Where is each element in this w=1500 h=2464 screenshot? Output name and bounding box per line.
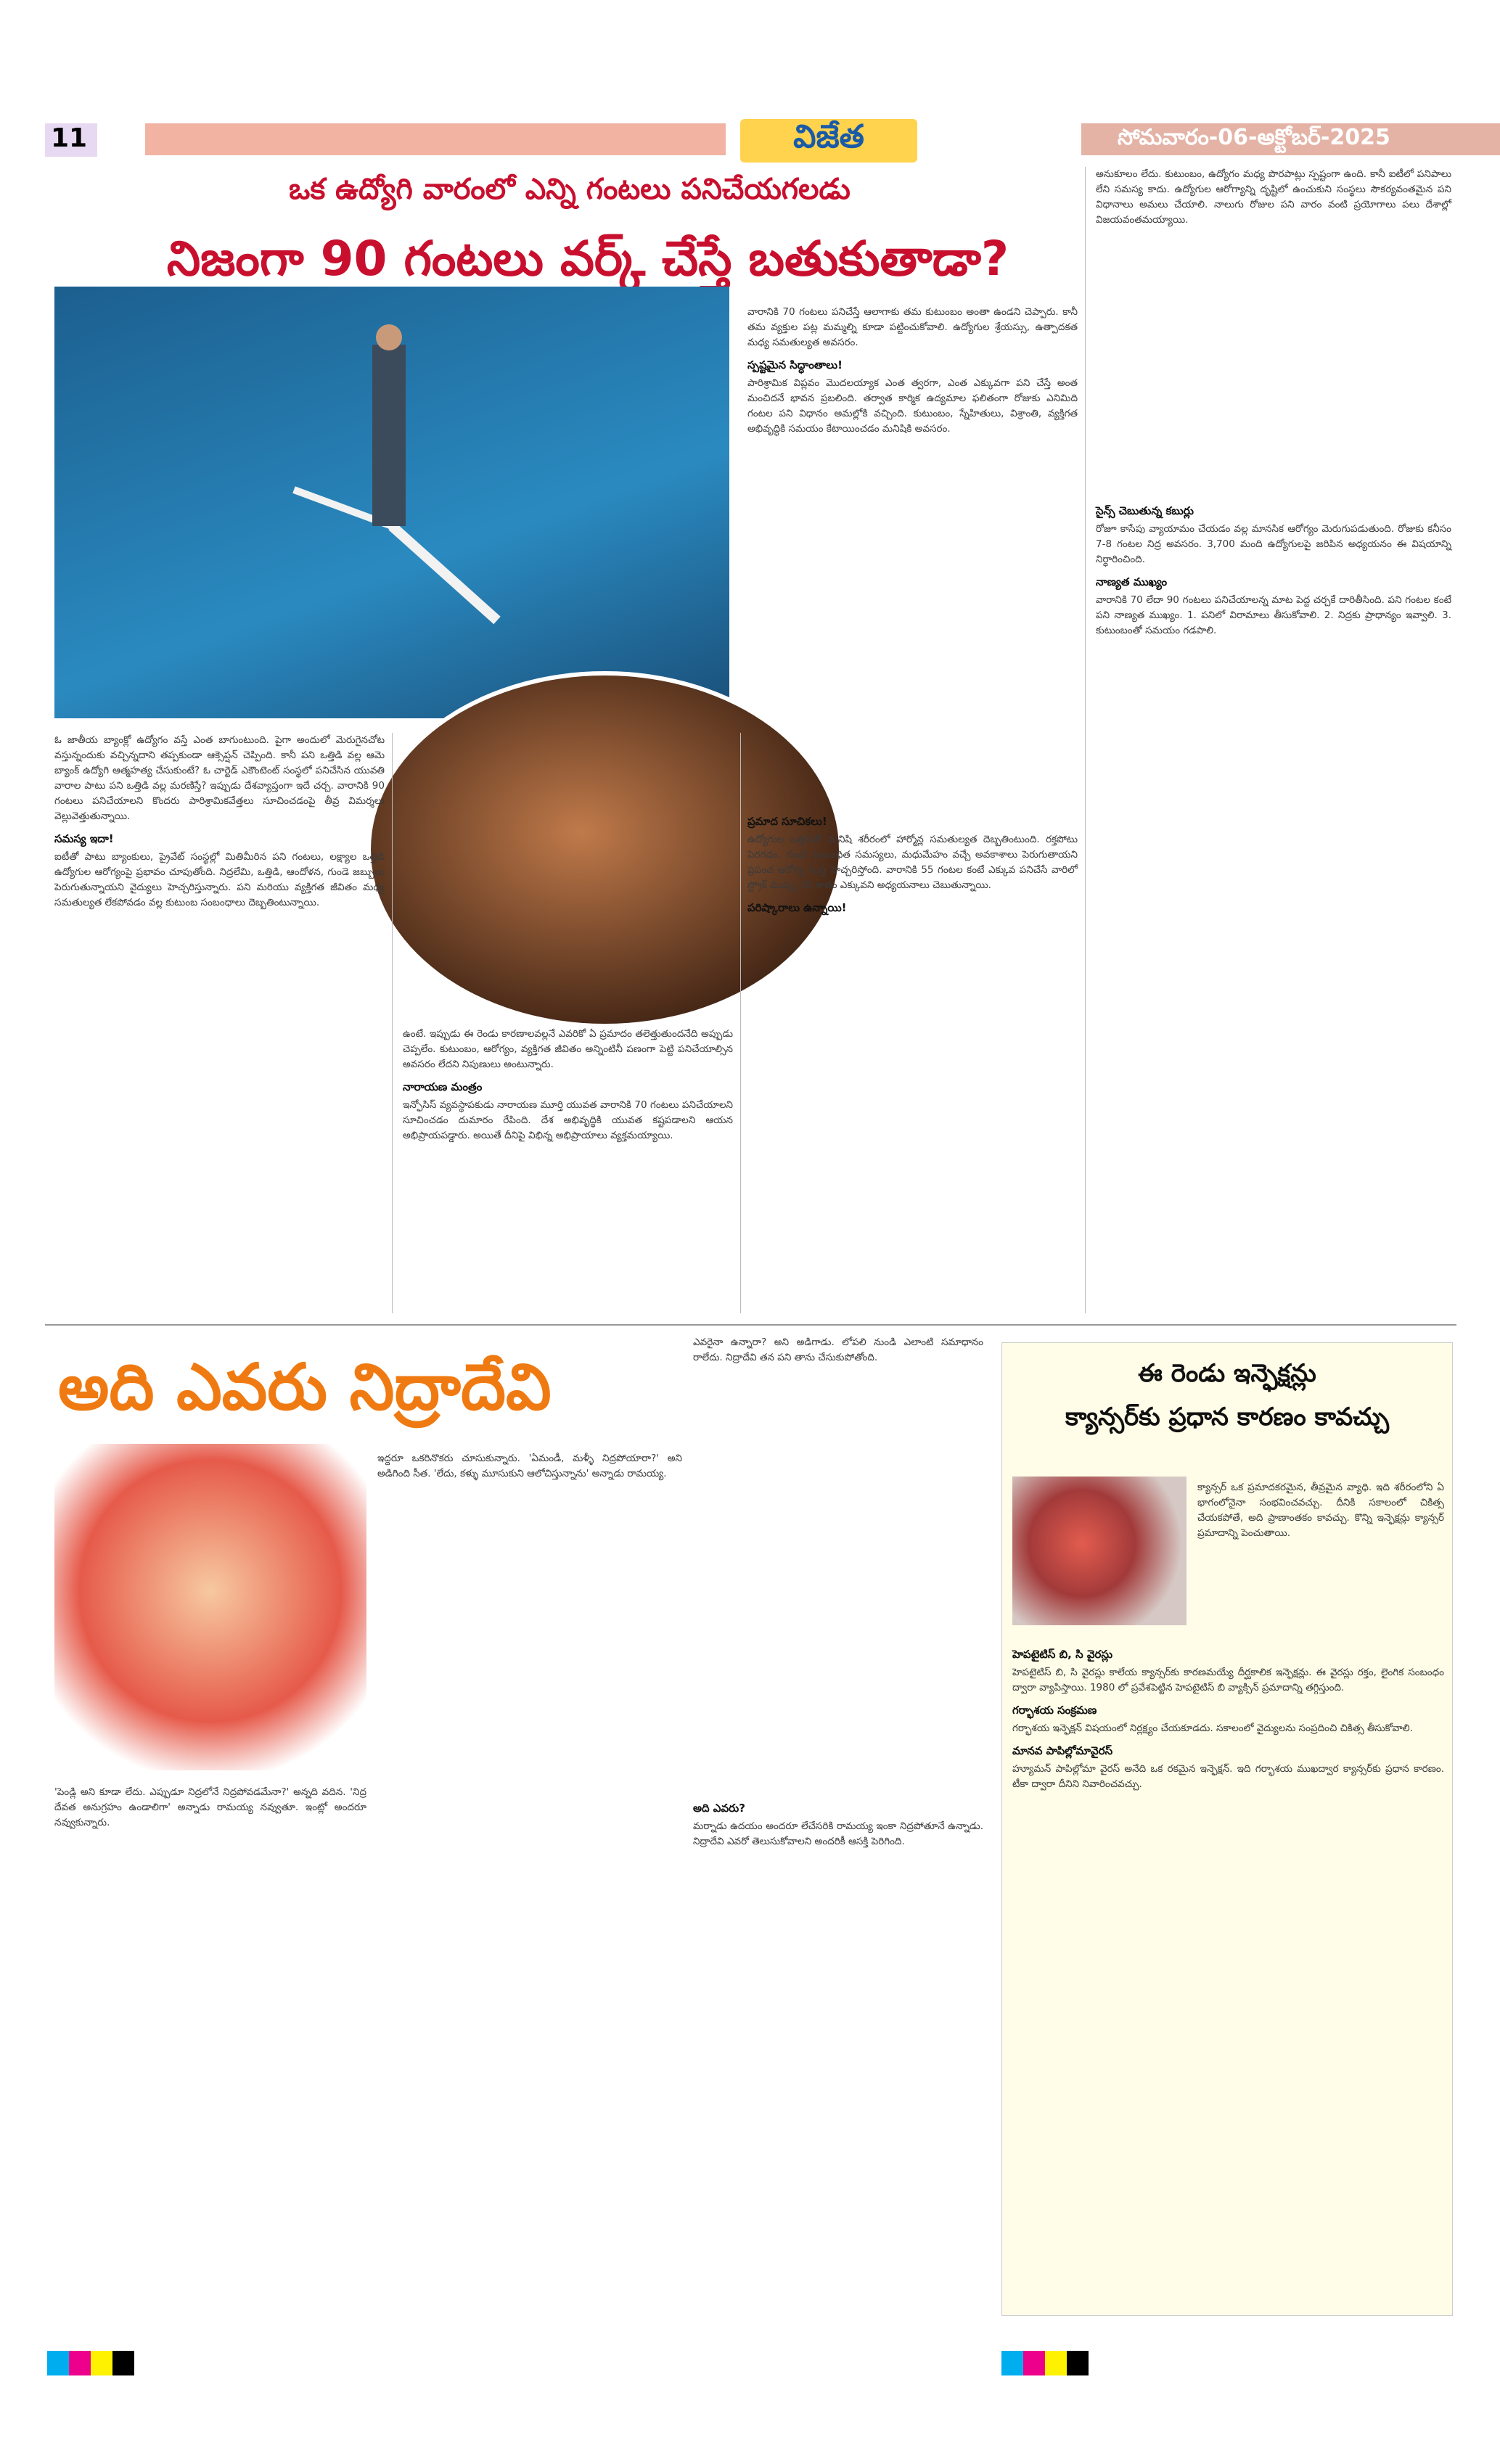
story-illustration (54, 1444, 366, 1770)
article2-subhead-1: అది ఎవరు? (693, 1802, 745, 1815)
health-subhead-2: గర్భాశయ సంక్రమణ (1012, 1704, 1097, 1717)
article1-subhead-6: సైన్స్ చెబుతున్న కబుర్లు (1096, 504, 1194, 517)
article1-subhead-4: ప్రమాద సూచికలు! (747, 815, 827, 828)
color-bar-cyan (47, 2351, 69, 2375)
article1-column-2 (403, 1027, 733, 1148)
clock-hand-minute (392, 526, 497, 620)
health-subhead-1: హెపటైటిస్ బి, సి వైరస్లు (1012, 1648, 1113, 1661)
color-bar-cyan (1001, 2351, 1023, 2375)
header-bar-left (145, 123, 726, 155)
health-p2: గర్భాశయ ఇన్ఫెక్షన్ విషయంలో నిర్లక్ష్యం చేయకూడదు. సకాలంలో వైద్యులను సంప్రదించి చికిత్స తీసుకోవాలి. (1012, 1722, 1413, 1734)
article2-column-1 (54, 1785, 366, 1835)
article1-col3b-text: పారిశ్రామిక విప్లవం మొదలయ్యాక ఎంత త్వరగా, ఎంత ఎక్కువగా పని చేస్తే అంత మంచిదనే భావన ప్రబలింది. తర్వాత కార్మిక ఉద్యమాల ఫలితంగా రోజుకు ఎనిమిది గంటల పని విధానం అమల్లోకి వచ్చింది. కుటుంబం, స్నేహితులు, విశ్రాంతి, వ్యక్తిగత అభివృద్ధికి సమయం కేటాయించడం మనిషికి అవసరం. (747, 377, 1078, 435)
health-intro (1197, 1480, 1444, 1545)
article1-column-4 (1096, 167, 1451, 643)
issue-date: సోమవారం-06-అక్టోబర్-2025 (1118, 125, 1390, 150)
article1-column-3 (747, 305, 1078, 919)
man-head (376, 324, 402, 350)
article1-subhead-1: సమస్య ఇదా! (54, 832, 114, 845)
color-bar-black (1067, 2351, 1089, 2375)
article1-col4c-text: వారానికి 70 లేదా 90 గంటలు పనిచేయాలన్న మాట పెద్ద చర్చకే దారితీసింది. పని గంటల కంటే పని నాణ్యత ముఖ్యం. 1. పనిలో విరామాలు తీసుకోవాలి. 2. నిద్రకు ప్రాధాన్యం ఇవ్వాలి. 3. కుటుంబంతో సమయం గడపాలి. (1096, 594, 1451, 636)
clock-man-photo (54, 287, 729, 718)
man-figure (372, 345, 406, 526)
section-divider (45, 1324, 1456, 1326)
column-divider (740, 733, 741, 1313)
health-headline-2: క్యాన్సర్‌కు ప్రధాన కారణం కావచ్చు (1065, 1403, 1390, 1432)
article-kicker: ఒక ఉద్యోగి వారంలో ఎన్ని గంటలు పనిచేయగలడు (289, 173, 851, 206)
clock-illustration (54, 287, 729, 718)
article2-col3-text: ఎవరైనా ఉన్నారా? అని అడిగాడు. లోపలి నుండి ఎలాంటి సమాధానం రాలేదు. నిద్రాదేవి తన పని తాను చేసుకుపోతోంది. (693, 1336, 983, 1363)
article-headline: నిజంగా 90 గంటలు వర్క్ చేస్తే బతుకుతాడా? (166, 231, 1009, 287)
column-divider (392, 733, 393, 1313)
health-intro-text: క్యాన్సర్ ఒక ప్రమాదకరమైన, తీవ్రమైన వ్యాధి. ఇది శరీరంలోని ఏ భాగంలోనైనా సంభవించవచ్చు. దీనికి సకాలంలో చికిత్స చేయకపోతే, అది ప్రాణాంతకం కావచ్చు. కొన్ని ఇన్ఫెక్షన్లు క్యాన్సర్ ప్రమాదాన్ని పెంచుతాయి. (1197, 1482, 1444, 1539)
article1-column-1 (54, 733, 385, 915)
article2-headline: అది ఎవరు నిద్రాదేవి (58, 1350, 552, 1424)
article1-col2-text: ఉంటే. ఇప్పుడు ఈ రెండు కారణాలవల్లనే ఎవరికో ఏ ప్రమాదం తలెత్తుతుందనేది అప్పుడు చెప్పలేం. కుటుంబం, ఆరోగ్యం, వ్యక్తిగత జీవితం అన్నింటినీ పణంగా పెట్టి పనిచేయాల్సిన అవసరం లేదని నిపుణులు అంటున్నారు. (403, 1028, 733, 1070)
page-number: 11 (51, 123, 88, 153)
article1-col3-text: వారానికి 70 గంటలు పనిచేస్తే ఆలాగాకు తమ కుటుంబం అంతా ఉండని చెప్పారు. కానీ తమ వ్యక్తుల పట్ల మమ్మల్ని కూడా పట్టించుకోవాలి. ఉద్యోగుల శ్రేయస్సు, ఉత్పాదకత మధ్య సమతుల్యత అవసరం. (747, 306, 1078, 348)
health-subhead-3: మానవ పాపిల్లోమావైరస్ (1012, 1744, 1113, 1757)
health-body (1012, 1640, 1444, 1796)
article1-subhead-7: నాణ్యత ముఖ్యం (1096, 575, 1168, 588)
article2-col1-text: 'పెండ్లి అని కూడా లేదు. ఎప్పుడూ నిద్రలోనే నిద్రపోవడమేనా?' అన్నది వదిన. 'నిద్ర దేవత అనుగ్రహం ఉండాలిగా' అన్నాడు రామయ్య నవ్వుతూ. ఇంట్లో అందరూ నవ్వుకున్నారు. (54, 1786, 366, 1828)
article1-col4b-text: రోజూ కాసేపు వ్యాయామం చేయడం వల్ల మానసిక ఆరోగ్యం మెరుగుపడుతుంది. రోజుకు కనీసం 7-8 గంటల నిద్ర అవసరం. 3,700 మంది ఉద్యోగులపై జరిపిన అధ్యయనం ఈ విషయాన్ని నిర్ధారించింది. (1096, 523, 1451, 565)
article1-col2b-text: ఇన్ఫోసిస్ వ్యవస్థాపకుడు నారాయణ మూర్తి యువత వారానికి 70 గంటలు పనిచేయాలని సూచించడం దుమారం రేపింది. దేశ అభివృద్ధికి యువత కష్టపడాలని ఆయన అభిప్రాయపడ్డారు. అయితే దీనిపై విభిన్న అభిప్రాయాలు వ్యక్తమయ్యాయి. (403, 1099, 733, 1141)
article2-col2-text: ఇద్దరూ ఒకరినొకరు చూసుకున్నారు. 'ఏమండీ, మళ్ళీ నిద్రపోయారా?' అని అడిగింది సీత. 'లేదు, కళ్ళు మూసుకుని ఆలోచిస్తున్నాను' అన్నాడు రామయ్య. (377, 1453, 682, 1479)
article2-column-2 (377, 1451, 682, 1486)
color-bar-magenta (1023, 2351, 1045, 2375)
article1-col4-text: అనుకూలం లేదు. కుటుంబం, ఉద్యోగం మధ్య పొరపాట్లు స్పష్టంగా ఉంది. కానీ ఐటీలో పనిపాలు లేని సమస్య కాదు. ఉద్యోగుల ఆరోగ్యాన్ని దృష్టిలో ఉంచుకుని సంస్థలు సౌకర్యవంతమైన పని విధానాలు అమలు చేయాలి. నాలుగు రోజుల పని వారం వంటి ప్రయోగాలు పలు దేశాల్లో విజయవంతమయ్యాయి. (1096, 168, 1451, 226)
article1-col1-text: ఓ జాతీయ బ్యాంక్లో ఉద్యోగం వస్తే ఎంత బాగుంటుంది. పైగా అందులో మెరుగైనచోట వస్తున్నందుకు వచ్చిన్నదాని తప్పకుండా ఆక్సెప్షన్ చెప్పింది. కానీ పని ఒత్తిడి వల్ల ఆమె బ్యాంక్ ఉద్యోగి ఆత్మహత్య చేసుకుంటే? ఓ చార్టెడ్ ఎకౌంటెంట్ సంస్థలో పనిచేసిన యువతి వారాల పాటు పని ఒత్తిడి వల్ల మరణిస్తే? ఇప్పుడు దేశవ్యాప్తంగా ఇదే చర్చ. వారానికి 90 గంటలు పనిచేయాలని కొందరు పారిశ్రామికవేత్తలు సూచించడంపై తీవ్ర విమర్శలు వెల్లువెత్తుతున్నాయి. (54, 734, 385, 822)
article2-col3b-text: మర్నాడు ఉదయం అందరూ లేచేసరికి రామయ్య ఇంకా నిద్రపోతూనే ఉన్నాడు. నిద్రాదేవి ఎవరో తెలుసుకోవాలని అందరికీ ఆసక్తి పెరిగింది. (693, 1820, 983, 1847)
article1-subhead-3: స్పష్టమైన సిద్ధాంతాలు! (747, 358, 843, 371)
article1-col3c-text: ఉద్యోగుల ఒత్తిడితో మనిషి శరీరంలో హార్మోన్ల సమతుల్యత దెబ్బతింటుంది. రక్తపోటు పెరగడం, గుండె సంబంధిత సమస్యలు, మధుమేహం వచ్చే అవకాశాలు పెరుగుతాయని ప్రపంచ ఆరోగ్య సంస్థ హెచ్చరిస్తోంది. వారానికి 55 గంటల కంటే ఎక్కువ పనిచేసే వారిలో స్ట్రోక్ ముప్పు 35 శాతం ఎక్కువని అధ్యయనాలు చెబుతున్నాయి. (747, 834, 1078, 891)
masthead-logo: విజేత (740, 119, 917, 163)
article2-column-3 (693, 1335, 983, 1854)
virus-photo (1012, 1477, 1187, 1625)
health-headline-1: ఈ రెండు ఇన్ఫెక్షన్లు (1138, 1359, 1316, 1388)
color-bar-magenta (69, 2351, 91, 2375)
color-bar-black (112, 2351, 134, 2375)
column-divider (1085, 167, 1086, 1313)
article1-subhead-2: నారాయణ మంత్రం (403, 1080, 483, 1093)
color-bar-yellow (91, 2351, 112, 2375)
article1-col1b-text: ఐటీతో పాటు బ్యాంకులు, ప్రైవేట్ సంస్థల్లో మితిమీరిన పని గంటలు, లక్ష్యాల ఒత్తిడి ఉద్యోగుల ఆరోగ్యంపై ప్రభావం చూపుతోంది. నిద్రలేమి, ఒత్తిడి, ఆందోళన, గుండె జబ్బులు పెరుగుతున్నాయని వైద్యులు హెచ్చరిస్తున్నారు. పని మరియు వ్యక్తిగత జీవితం మధ్య సమతుల్యత లేకపోవడం వల్ల కుటుంబ సంబంధాలు దెబ్బతింటున్నాయి. (54, 851, 385, 908)
health-p1: హెపటైటిస్ బి, సి వైరస్లు కాలేయ క్యాన్సర్‌కు కారణమయ్యే దీర్ఘకాలిక ఇన్ఫెక్షన్లు. ఈ వైరస్లు రక్తం, లైంగిక సంబంధం ద్వారా వ్యాపిస్తాయి. 1980 లో ప్రవేశపెట్టిన హెపటైటిస్ బి వ్యాక్సిన్ ప్రమాదాన్ని తగ్గిస్తుంది. (1012, 1667, 1444, 1693)
health-p3: హ్యూమన్ పాపిల్లోమా వైరస్ అనేది ఒక రకమైన ఇన్ఫెక్షన్. ఇది గర్భాశయ ముఖద్వార క్యాన్సర్‌కు ప్రధాన కారణం. టీకా ద్వారా దీనిని నివారించవచ్చు. (1012, 1763, 1444, 1790)
article1-subhead-5: పరిష్కారాలు ఉన్నాయి! (747, 901, 847, 914)
color-bar-yellow (1045, 2351, 1067, 2375)
